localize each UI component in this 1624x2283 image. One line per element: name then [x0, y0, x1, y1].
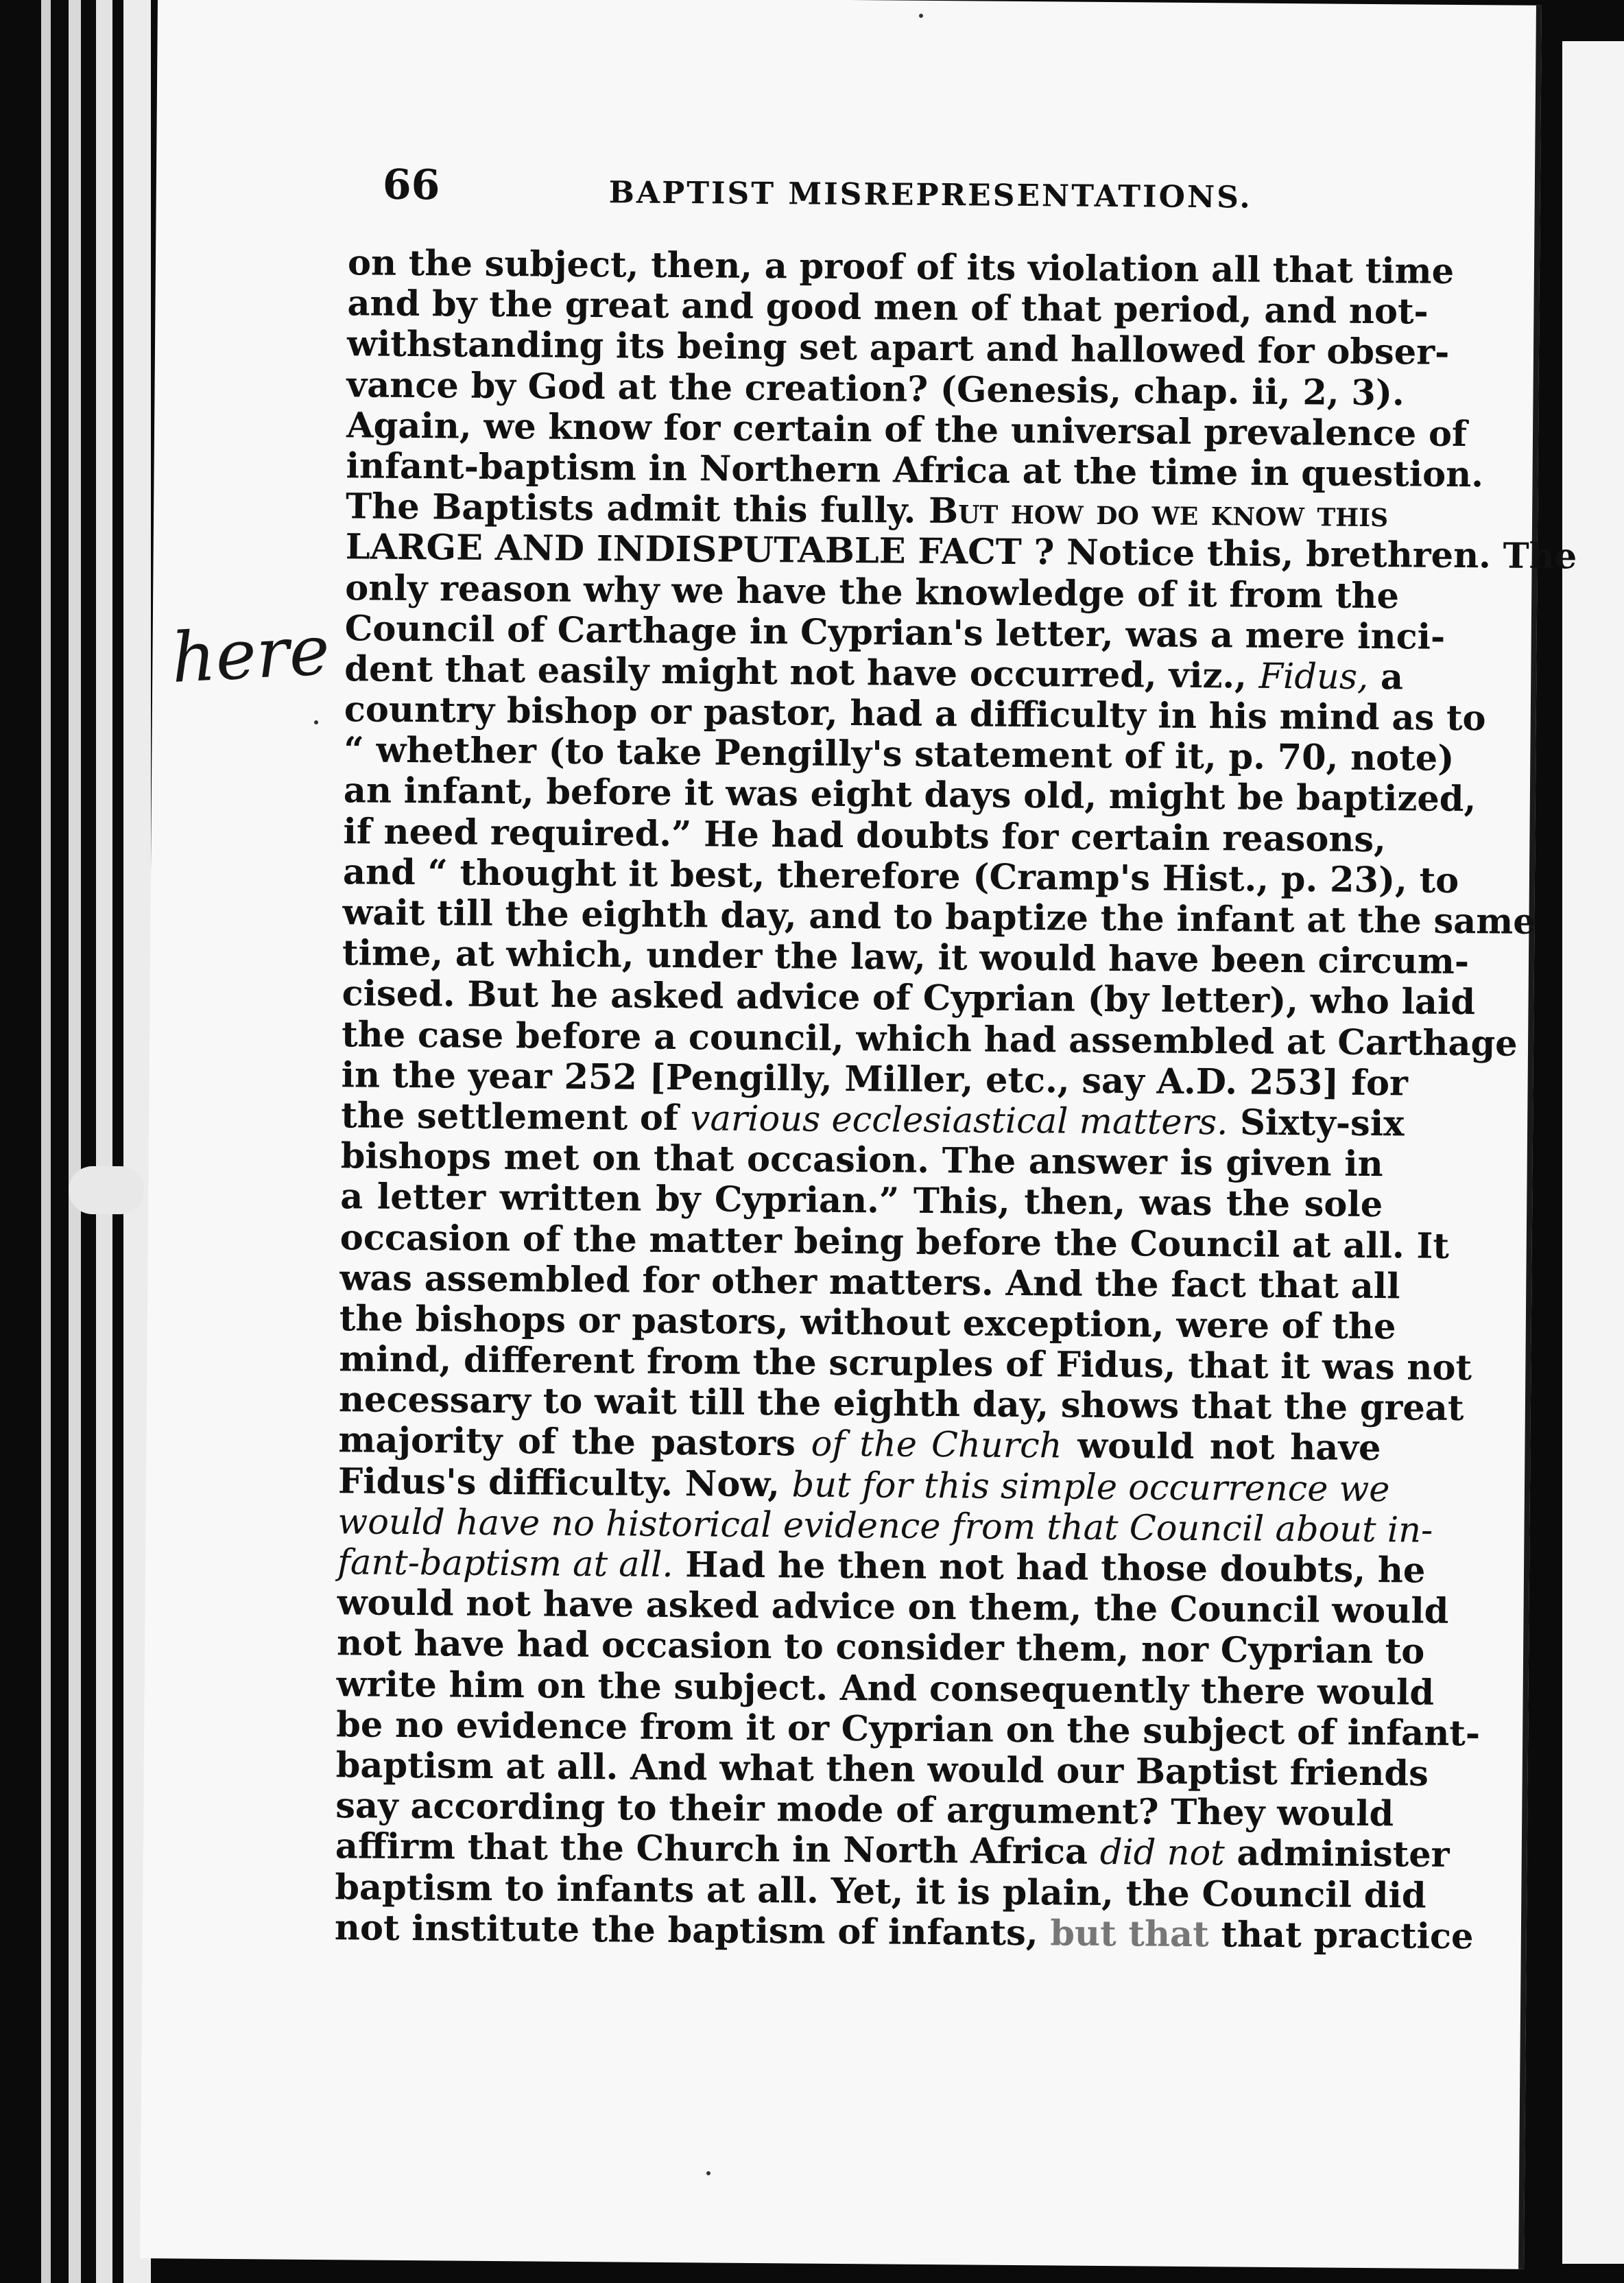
page-number: 66 — [382, 161, 440, 210]
text-line: be no evidence from it or Cyprian on the subject of infant- — [335, 1703, 1481, 1755]
text-line: majority of the pastors of the Church would not have — [338, 1419, 1381, 1469]
text-line: cised. But he asked advice of Cyprian (by letter), who laid — [342, 973, 1476, 1024]
text-line: write him on the subject. And consequently there would — [336, 1663, 1435, 1714]
ink-dot — [706, 2171, 710, 2175]
text-line: the case before a council, which had assembled at Carthage — [341, 1013, 1518, 1065]
text-line: in the year 252 [Pengilly, Miller, etc., say A.D. 253] for — [341, 1054, 1409, 1104]
page-edge — [69, 0, 81, 2283]
text-line: mind, different from the scruples of Fidus, that it was not — [339, 1338, 1472, 1389]
italic-text: did not — [1099, 1832, 1225, 1874]
text-line: affirm that the Church in North Africa did not administer — [335, 1825, 1450, 1876]
ink-dot — [919, 14, 923, 18]
text-line: withstanding its being set apart and hallowed for obser- — [346, 323, 1450, 374]
small-caps-text: But how do we know this — [928, 490, 1389, 536]
text-line: only reason why we have the knowledge of it from the — [345, 567, 1400, 617]
text-line: and “ thought it best, therefore (Cramp's Hist., p. 23), to — [342, 851, 1459, 901]
italic-text: Fidus, — [1258, 656, 1369, 698]
text-line: infant-baptism in Northern Africa at the time in question. — [346, 445, 1484, 496]
running-title: BAPTIST MISREPRESENTATIONS. — [608, 175, 1252, 215]
text-line: and by the great and good men of that period, and not- — [347, 283, 1429, 333]
text-line: necessary to wait till the eighth day, shows that the great — [338, 1379, 1464, 1430]
text-line: “ whether (to take Pengilly's statement of it, p. 70, note) — [344, 729, 1455, 780]
text-line: a letter written by Cyprian.” This, then, was the sole — [340, 1176, 1383, 1226]
italic-text: of the Church — [811, 1424, 1062, 1467]
body-text — [334, 242, 1577, 1957]
text-line: on the subject, then, a proof of its violation all that time — [347, 242, 1455, 292]
text-line: LARGE AND INDISPUTABLE FACT ? Notice this, brethren. The — [345, 526, 1577, 578]
text-line: the bishops or pastors, without exception, were of the — [339, 1298, 1396, 1348]
book-page — [140, 0, 1577, 2269]
text-line: was assembled for other matters. And the fact that all — [339, 1257, 1400, 1308]
italic-text: various ecclesiastical matters. — [690, 1098, 1228, 1144]
text-line: would not have asked advice on them, the Council would — [337, 1582, 1449, 1633]
handwritten-margin-note: here — [169, 610, 332, 698]
italic-text: fant-baptism at all. — [337, 1542, 673, 1586]
text-line: dent that easily might not have occurred, viz., Fidus, a — [344, 648, 1404, 698]
text-line: not institute the baptism of infants, but that that practice — [334, 1906, 1474, 1957]
text-line: an infant, before it was eight days old, might be baptized, — [343, 770, 1477, 820]
italic-text: would have no historical evidence from that Council about in- — [337, 1502, 1433, 1551]
text-line: Again, we know for certain of the universal prevalence of — [346, 405, 1468, 455]
text-line: occasion of the matter being before the Council at all. It — [339, 1216, 1450, 1267]
text-line: say according to their mode of argument? They would — [335, 1785, 1394, 1835]
page-edge — [41, 0, 51, 2283]
paper-blemish — [69, 1166, 144, 1214]
text-line: bishops met on that occasion. The answer is given in — [340, 1135, 1383, 1185]
text-line: the settlement of various ecclesiastical matters. Sixty-six — [340, 1095, 1405, 1145]
text-line: wait till the eighth day, and to baptize the infant at the same — [342, 892, 1536, 943]
italic-text: but for this simple occurrence we — [791, 1465, 1390, 1510]
text-line: country bishop or pastor, had a difficulty in his mind as to — [344, 689, 1486, 740]
next-page-edge — [1562, 41, 1624, 2264]
text-line: Fidus's difficulty. Now, but for this simple occurrence we — [337, 1460, 1390, 1510]
text-line: baptism at all. And what then would our Baptist friends — [335, 1744, 1429, 1795]
text-line: time, at which, under the law, it would have been circum- — [342, 932, 1470, 983]
text-line: baptism to infants at all. Yet, it is plain, the Council did — [335, 1866, 1426, 1917]
page-edge — [96, 0, 112, 2283]
page-header — [382, 161, 1377, 230]
ink-dot — [314, 720, 318, 724]
text-line: fant-baptism at all. Had he then not had those doubts, he — [337, 1542, 1426, 1592]
text-line: if need required.” He had doubts for certain reasons, — [343, 810, 1387, 860]
text-line: not have had occasion to consider them, nor Cyprian to — [336, 1622, 1425, 1673]
text-line: The Baptists admit this fully. But how do we know this — [345, 486, 1389, 536]
text-line: Council of Carthage in Cyprian's letter, was a mere inci- — [344, 607, 1446, 658]
text-line: vance by God at the creation? (Genesis, chap. ii, 2, 3). — [346, 364, 1405, 414]
